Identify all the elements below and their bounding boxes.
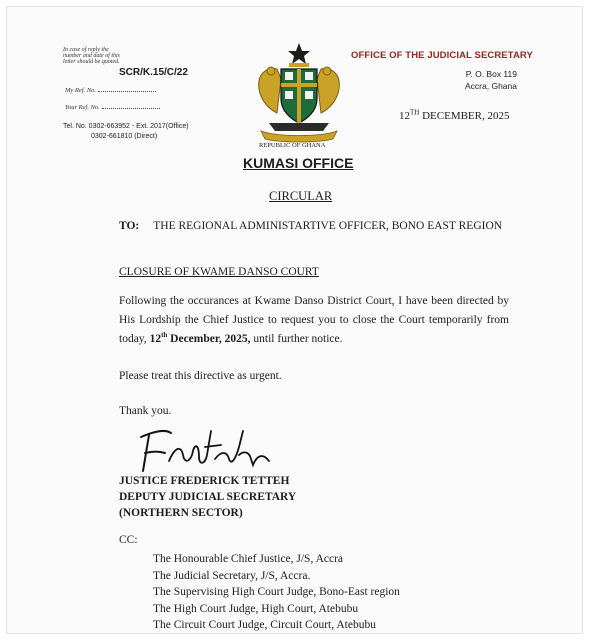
- letter-date: [399, 110, 510, 122]
- your-ref-field: [65, 104, 160, 111]
- to-value: THE REGIONAL ADMINISTARTIVE OFFICER, BONO EAST REGION: [153, 220, 503, 232]
- body-bold-date: [150, 333, 251, 345]
- body-text-a: Following the occurances at Kwame Danso District Court, I have been directed by His Lordship the Chief Justice to request you to close the Court temporarily from today,: [119, 295, 509, 345]
- body-text-b: until further notice.: [250, 333, 343, 345]
- body-paragraph-3: Thank you.: [119, 405, 172, 417]
- date-suffix: TH: [410, 108, 420, 117]
- body-paragraph-2: Please treat this directive as urgent.: [119, 370, 282, 382]
- reply-note-line: letter should be quoted.: [63, 59, 120, 65]
- po-box: P. O. Box 119: [465, 69, 517, 79]
- my-ref-field: [65, 87, 156, 94]
- cc-recipient: The Honourable Chief Justice, J/S, Accra: [153, 553, 344, 565]
- ghana-coat-of-arms-icon: [247, 39, 351, 143]
- office-title: OFFICE OF THE JUDICIAL SECRETARY: [351, 50, 533, 61]
- reply-note-line: number and date of this: [63, 53, 120, 59]
- signatory-sector: (NORTHERN SECTOR): [119, 507, 243, 519]
- cc-recipient: The High Court Judge, High Court, Atebubu: [153, 602, 359, 615]
- document-type: CIRCULAR: [269, 189, 333, 203]
- reply-note: [63, 47, 120, 65]
- cc-recipient-list: [153, 551, 400, 634]
- telephone-line-2: 0302-661810 (Direct): [91, 133, 158, 140]
- signatory-title: DEPUTY JUDICIAL SECRETARY: [119, 491, 297, 503]
- office-heading: KUMASI OFFICE: [243, 155, 354, 171]
- telephone-line-1: Tel. No. 0302-663952 - Ext. 2017(Office): [63, 123, 189, 130]
- cc-label: CC:: [119, 534, 138, 546]
- cc-recipient: The Supervising High Court Judge, Bono-East region: [153, 586, 400, 598]
- republic-label: REPUBLIC OF GHANA: [259, 142, 326, 149]
- reference-number: SCR/K.15/C/22: [119, 67, 188, 78]
- body-bold-sup: th: [161, 331, 168, 340]
- handwritten-signature-icon: [135, 425, 275, 475]
- signatory-name: JUSTICE FREDERICK TETTEH: [119, 475, 290, 487]
- addressee: [119, 220, 502, 232]
- address-block: [427, 68, 517, 92]
- to-label: TO:: [119, 220, 140, 232]
- date-rest: DECEMBER, 2025: [419, 110, 510, 122]
- cc-recipient: The Judicial Secretary, J/S, Accra.: [153, 569, 311, 582]
- cc-recipient: The Circuit Court Judge, Circuit Court, Atebubu: [153, 619, 376, 631]
- signatory-block: [119, 473, 296, 521]
- date-day: 12: [399, 110, 410, 122]
- body-bold-day: 12: [149, 333, 162, 345]
- my-ref-label: My Ref. No.: [65, 87, 97, 94]
- city: Accra, Ghana: [465, 81, 517, 91]
- body-paragraph-1: [119, 292, 509, 349]
- body-bold-rest: December, 2025,: [167, 333, 251, 345]
- reply-note-line: In case of reply the: [63, 47, 109, 53]
- letter-page: [6, 6, 583, 634]
- your-ref-label: Your Ref. No.: [65, 104, 100, 111]
- subject-line: CLOSURE OF KWAME DANSO COURT: [119, 266, 319, 278]
